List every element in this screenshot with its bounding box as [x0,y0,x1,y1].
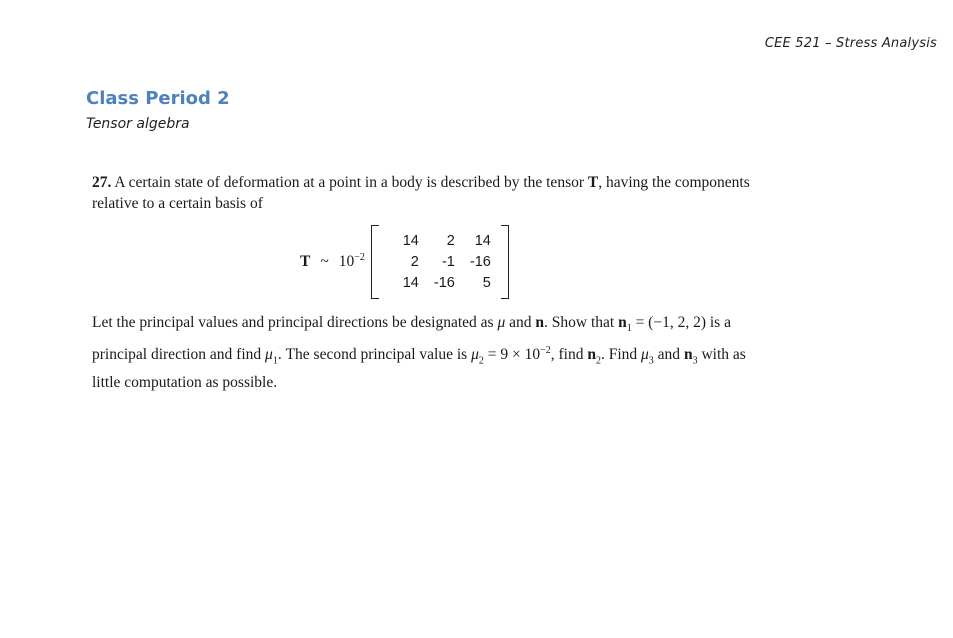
question-text: . Find [600,346,642,364]
scale-factor [339,252,365,271]
course-header: CEE 521 – Stress Analysis [764,36,937,51]
mu1-symbol: μ [265,346,273,364]
problem-question [92,312,752,394]
scale-exponent: −2 [354,252,365,264]
question-text: = (−1, 2, 2) is a principal direction and find [92,314,731,364]
problem-number: 27. [92,174,112,191]
n2-symbol: n [587,346,596,364]
approx-symbol: ~ [320,253,329,270]
matrix-cell: 2 [410,253,419,270]
superscript: −2 [540,345,551,357]
question-text: . The second principal value is [277,346,472,364]
question-text: with as little computation as possible. [92,346,746,392]
question-text: and [653,346,684,364]
subscript: 2 [478,355,484,367]
matrix-cell: 14 [402,274,419,291]
matrix-cell: -16 [433,274,455,291]
subscript: 1 [626,323,632,335]
subscript: 1 [272,355,278,367]
equation-lhs [300,252,365,271]
question-text: , find [550,346,588,364]
n3-symbol: n [683,346,693,364]
page-subtitle: Tensor algebra [86,116,190,132]
tensor-symbol: T [587,174,599,191]
lhs-symbol: T [300,253,311,270]
tensor-equation [300,226,509,298]
question-text: = 9 × 10 [483,346,541,364]
scale-base: 10 [338,253,355,271]
matrix-cell: -1 [441,253,455,270]
subscript: 3 [692,355,698,367]
matrix-cell: 2 [446,232,455,249]
matrix-cell: 5 [482,274,491,291]
mu2-symbol: μ [471,346,479,364]
mu3-symbol: μ [641,346,649,364]
problem-statement [92,172,752,214]
n1-symbol: n [618,314,627,331]
matrix-cell: -16 [469,253,491,270]
problem-intro: A certain state of deformation at a point in a body is described by the tensor [114,174,588,191]
n-symbol: n [535,314,544,331]
matrix-right-bracket [501,225,509,299]
subscript: 2 [595,355,601,367]
tensor-matrix [379,229,501,296]
matrix-cell: 14 [402,232,419,249]
question-text: and [505,314,536,331]
subscript: 3 [648,355,654,367]
question-text: . Show that [544,314,619,331]
question-text: Let the principal values and principal directions be designated as [92,314,498,331]
mu-symbol: μ [497,314,506,331]
matrix-cell: 14 [474,232,491,249]
problem-intro-end: , having the components relative to a certain basis of [92,174,750,212]
page-title: Class Period 2 [86,88,230,109]
matrix-left-bracket [371,225,379,299]
